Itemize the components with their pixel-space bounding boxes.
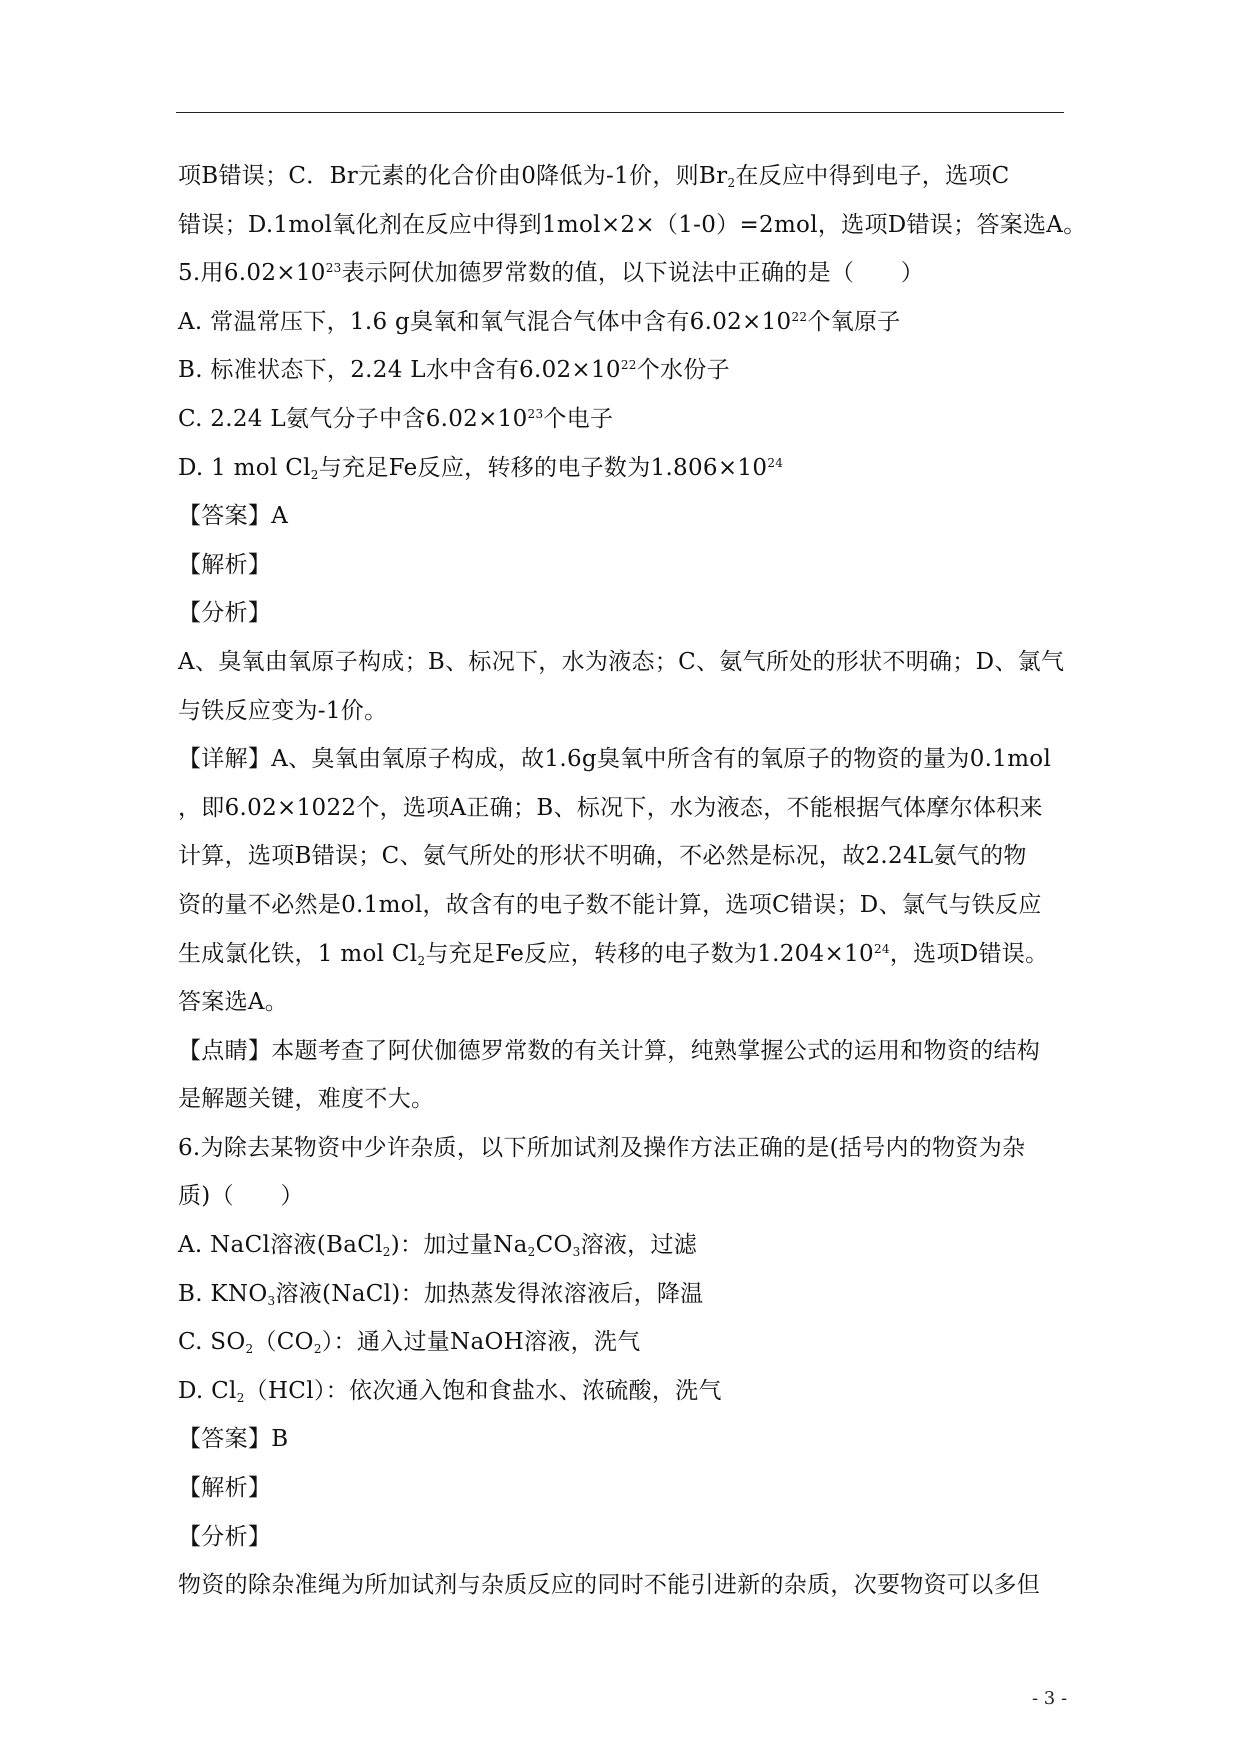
text-segment: 【答案】A: [178, 503, 289, 530]
text-segment: 与充足Fe反应，转移的电子数为1.204×10: [425, 940, 874, 967]
text-segment: 个电子: [543, 405, 614, 432]
text-line: [178, 1561, 1078, 1610]
text-segment: 【点睛】本题考查了阿伏伽德罗常数的有关计算，纯熟掌握公式的运用和物资的结构: [178, 1037, 1041, 1064]
text-line: [178, 1513, 1078, 1562]
text-segment: 溶液(NaCl)：加热蒸发得浓溶液后，降温: [275, 1280, 704, 1307]
text-segment: B. KNO: [178, 1280, 268, 1307]
text-segment: 质)（ ）: [178, 1183, 304, 1210]
text-segment: C. SO: [178, 1329, 246, 1356]
text-segment: 【解析】: [178, 551, 272, 578]
superscript: 24: [767, 455, 784, 470]
text-line: [178, 881, 1078, 930]
text-line: [178, 832, 1078, 881]
text-segment: 【分析】: [178, 1523, 272, 1550]
text-segment: A. 常温常压下，1.6 g臭氧和氧气混合气体中含有6.02×10: [178, 308, 792, 335]
subscript: 2: [236, 1390, 245, 1405]
subscript: 2: [310, 467, 319, 482]
text-line: [178, 1367, 1078, 1416]
text-line: [178, 1124, 1078, 1173]
text-segment: 个水份子: [636, 357, 730, 384]
text-line: [178, 1464, 1078, 1513]
text-segment: 与铁反应变为-1价。: [178, 697, 388, 724]
subscript: 2: [313, 1342, 322, 1357]
subscript: 2: [382, 1245, 391, 1260]
subscript: 2: [727, 176, 736, 190]
text-segment: 资的量不必然是0.1mol，故含有的电子数不能计算，选项C错误；D、氯气与铁反应: [178, 891, 1042, 918]
text-segment: 【详解】A、臭氧由氧原子构成，故1.6g臭氧中所含有的氧原子的物资的量为0.1mol: [178, 746, 1052, 773]
text-segment: 6.为除去某物资中少许杂质，以下所加试剂及操作方法正确的是(括号内的物资为杂: [178, 1134, 1026, 1161]
text-line: [178, 298, 1078, 347]
text-segment: （HCl）：依次通入饱和食盐水、浓硫酸，洗气: [244, 1377, 722, 1404]
document-body: [178, 152, 1087, 1610]
text-segment: D. 1 mol Cl: [178, 454, 311, 481]
superscript: 24: [873, 941, 890, 956]
superscript: 23: [325, 261, 342, 276]
text-line: [178, 1221, 1078, 1270]
subscript: 2: [417, 953, 426, 968]
text-line: [178, 444, 1078, 493]
text-segment: B. 标准状态下，2.24 L水中含有6.02×10: [178, 357, 621, 384]
text-line: [178, 930, 1078, 979]
header-rule: [176, 112, 1064, 113]
text-line: [178, 1172, 1078, 1221]
text-segment: （CO: [253, 1329, 314, 1356]
text-segment: ）：通入过量NaOH溶液，洗气: [321, 1329, 641, 1356]
text-line: [178, 1415, 1078, 1464]
text-segment: ，选项D错误。: [889, 940, 1049, 967]
text-segment: )：加过量Na: [390, 1232, 528, 1259]
text-segment: 在反应中得到电子，选项C: [735, 163, 1010, 189]
text-segment: 【解析】: [178, 1475, 272, 1502]
text-line: [178, 1270, 1078, 1319]
text-segment: 溶液，过滤: [580, 1232, 698, 1259]
text-segment: 错误；D.1mol氧化剂在反应中得到1mol×2×（1-0）=2mol，选项D错误；答案选A。: [178, 211, 1087, 238]
text-segment: 【答案】B: [178, 1426, 289, 1453]
subscript: 2: [245, 1342, 254, 1357]
text-segment: 【分析】: [178, 600, 272, 627]
text-segment: 物资的除杂准绳为所加试剂与杂质反应的同时不能引进新的杂质，次要物资可以多但: [178, 1572, 1041, 1599]
subscript: 3: [572, 1245, 581, 1260]
text-segment: 5.用6.02×10: [178, 260, 326, 287]
text-line: [178, 687, 1078, 736]
text-segment: 项B错误；C．Br元素的化合价由0降低为-1价，则Br: [178, 163, 728, 189]
text-segment: 生成氯化铁，1 mol Cl: [178, 940, 418, 967]
text-line: [178, 735, 1078, 784]
text-line: [178, 978, 1078, 1027]
text-line: [178, 589, 1078, 638]
subscript: 2: [527, 1245, 536, 1260]
text-line: [178, 784, 1078, 833]
text-line: [178, 249, 1078, 298]
text-segment: 是解题关键，难度不大。: [178, 1086, 435, 1113]
text-line: [178, 492, 1078, 541]
text-segment: ，即6.02×1022个，选项A正确；B、标况下，水为液态，不能根据气体摩尔体积来: [178, 794, 1043, 821]
text-line: [178, 1075, 1078, 1124]
text-line: [178, 152, 1078, 201]
text-line: [178, 346, 1078, 395]
page-number: - 3 -: [1032, 1688, 1068, 1709]
text-segment: A、臭氧由氧原子构成；B、标况下，水为液态；C、氨气所处的形状不明确；D、氯气: [178, 648, 1065, 675]
text-line: [178, 395, 1078, 444]
text-line: [178, 638, 1078, 687]
superscript: 22: [791, 309, 808, 324]
subscript: 3: [267, 1293, 276, 1308]
text-line: [178, 1318, 1078, 1367]
superscript: 23: [527, 406, 544, 421]
text-segment: 与充足Fe反应，转移的电子数为1.806×10: [318, 454, 768, 481]
text-segment: C. 2.24 L氨气分子中含6.02×10: [178, 405, 528, 432]
text-segment: 答案选A。: [178, 989, 289, 1016]
text-segment: 个氧原子: [807, 308, 901, 335]
text-segment: 表示阿伏加德罗常数的值，以下说法中正确的是（ ）: [341, 260, 925, 287]
text-line: [178, 1027, 1078, 1076]
text-segment: CO: [535, 1232, 573, 1259]
text-segment: 计算，选项B错误；C、氨气所处的形状不明确，不必然是标况，故2.24L氨气的物: [178, 843, 1027, 870]
text-line: [178, 201, 1087, 250]
text-segment: A. NaCl溶液(BaCl: [178, 1232, 383, 1259]
text-segment: D. Cl: [178, 1377, 237, 1404]
superscript: 22: [620, 358, 637, 373]
text-line: [178, 541, 1078, 590]
